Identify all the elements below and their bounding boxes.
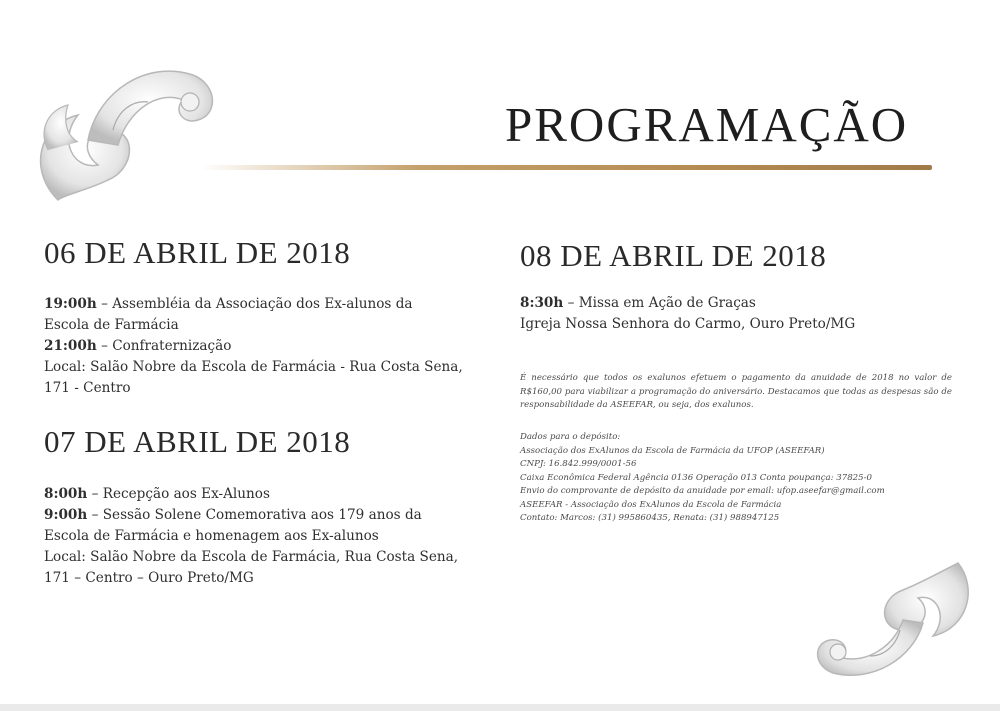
schedule-day1 [44,294,494,399]
schedule-text: – Assembléia da Associação dos Ex-alunos da [96,296,413,312]
schedule-item [44,294,494,315]
deposit-line: Envio do comprovante de depósito da anuidade por email: ufop.aseefar@gmail.com [520,486,885,496]
schedule-location: Igreja Nossa Senhora do Carmo, Ouro Preto/MG [520,316,856,332]
payment-note: É necessário que todos os exalunos efetuem o pagamento da anuidade de 2018 no valor de R$160,00 para viabilizar a programação do aniversário. Destacamos que todas as despesas são de responsabilidade da ASEEFAR, ou seja, dos exalunos. [520,373,952,410]
date-heading-day2: 07 DE ABRIL DE 2018 [44,424,351,459]
schedule-time: 21:00h [44,338,97,354]
page-title: PROGRAMAÇÃO [505,97,909,152]
schedule-day3 [520,293,940,335]
date-heading-day3: 08 DE ABRIL DE 2018 [520,238,827,273]
deposit-contact: Contato: Marcos: (31) 995860435, Renata: (31) 988947125 [520,513,780,523]
schedule-time: 8:00h [44,486,88,502]
schedule-location-continued: 171 – Centro – Ouro Preto/MG [44,570,254,586]
deposit-line: CNPJ: 16.842.999/0001-56 [520,459,637,469]
schedule-item [520,293,940,314]
schedule-text: – Sessão Solene Comemorativa aos 179 anos da [87,507,422,523]
schedule-item [44,505,494,526]
schedule-text: – Confraternização [96,338,232,354]
schedule-day2 [44,484,494,589]
schedule-text-continued: Escola de Farmácia e homenagem aos Ex-alunos [44,528,379,544]
schedule-location: Local: Salão Nobre da Escola de Farmácia, Rua Costa Sena, [44,549,459,565]
schedule-text: – Recepção aos Ex-Alunos [87,486,270,502]
deposit-details [520,431,960,526]
schedule-item [44,336,494,357]
bottom-bar [0,704,1000,711]
schedule-time: 8:30h [520,295,564,311]
schedule-time: 9:00h [44,507,88,523]
ornament-bottom-right [808,548,978,688]
deposit-line: Associação dos ExAlunos da Escola de Farmácia da UFOP (ASEEFAR) [520,445,825,456]
title-divider [200,165,932,170]
date-heading-day1: 06 DE ABRIL DE 2018 [44,235,351,270]
ornament-top-left [18,30,228,210]
schedule-location-continued: 171 - Centro [44,380,131,396]
deposit-heading: Dados para o depósito: [520,432,621,442]
schedule-text-continued: Escola de Farmácia [44,317,179,333]
schedule-item [44,484,494,505]
deposit-line: ASEEFAR - Associação dos ExAlunos da Escola de Farmácia [520,499,782,510]
deposit-line: Caixa Econômica Federal Agência 0136 Operação 013 Conta poupança: 37825-0 [520,472,872,483]
schedule-location: Local: Salão Nobre da Escola de Farmácia - Rua Costa Sena, [44,359,463,375]
schedule-time: 19:00h [44,296,97,312]
schedule-text: – Missa em Ação de Graças [563,295,756,311]
